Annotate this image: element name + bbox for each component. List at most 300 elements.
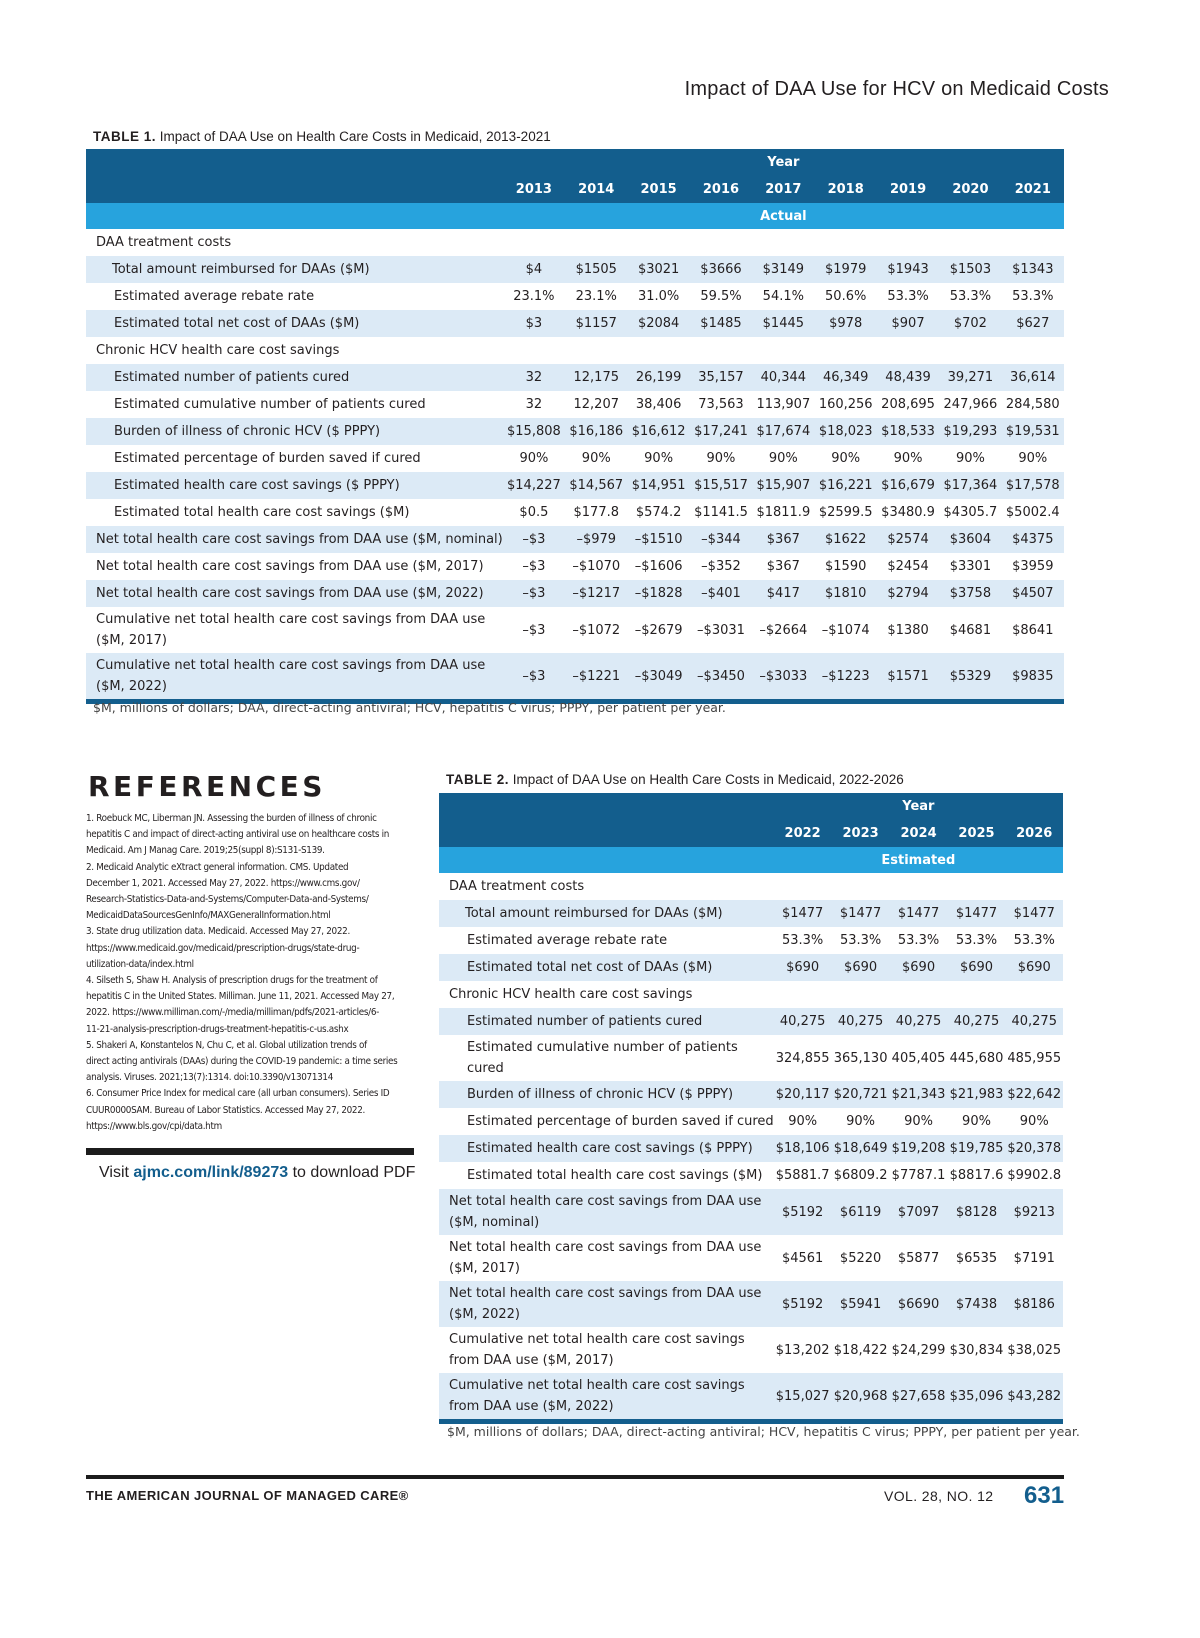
running-head: Impact of DAA Use for HCV on Medicaid Costs — [684, 78, 1109, 100]
value-cell: 53.3% — [949, 289, 992, 304]
value-cell: $18,106 — [774, 1135, 832, 1162]
value-cell: 40,275 — [774, 1008, 832, 1035]
value-cell: –$352 — [701, 559, 741, 574]
year-cell: 2013 — [503, 176, 565, 203]
section-row — [86, 337, 1064, 364]
value-cell: $9213 — [1005, 1189, 1063, 1235]
value-cell: 90% — [1019, 1114, 1049, 1129]
row-label: Estimated cumulative number of patients cured — [114, 397, 426, 412]
value-cell: $1477 — [832, 900, 890, 927]
value-cell: 445,680 — [949, 1050, 1004, 1066]
table-row — [86, 418, 1064, 445]
value-cell — [815, 229, 877, 256]
value-cell: $690 — [1005, 954, 1063, 981]
value-cell: $1485 — [690, 310, 752, 337]
value-cell: $14,951 — [627, 472, 689, 499]
value-cell — [565, 229, 627, 256]
table2-caption-text: Impact of DAA Use on Health Care Costs in Medicaid, 2022-2026 — [509, 772, 904, 787]
year-cell: 2021 — [1002, 176, 1064, 203]
table-row — [86, 256, 1064, 283]
table-row — [439, 1162, 1063, 1189]
year-cell: 2017 — [752, 176, 814, 203]
value-cell: $1503 — [939, 256, 1001, 283]
value-cell: –$3 — [522, 559, 546, 574]
value-cell: 39,271 — [939, 364, 1001, 391]
value-cell: $1477 — [890, 900, 948, 927]
table1 — [86, 149, 1064, 704]
table-row — [439, 1108, 1063, 1135]
value-cell: $3666 — [690, 256, 752, 283]
value-cell: $4681 — [949, 622, 992, 638]
value-cell: 53.3% — [887, 289, 929, 304]
value-cell: $6690 — [890, 1281, 948, 1327]
value-cell: 405,405 — [891, 1050, 946, 1066]
value-cell: $177.8 — [573, 505, 619, 520]
value-cell: 12,207 — [573, 397, 619, 412]
row-label: Estimated percentage of burden saved if cured — [467, 1114, 774, 1129]
value-cell: –$3049 — [627, 653, 689, 702]
value-cell: $15,808 — [503, 418, 565, 445]
value-cell: 53.3% — [897, 933, 940, 948]
value-cell: 40,344 — [752, 364, 814, 391]
table1-footnote: $M, millions of dollars; DAA, direct-acting antiviral; HCV, hepatitis C virus; PPPY, per patient per year. — [93, 700, 726, 715]
row-label: Cumulative net total health care cost savings from DAA use ($M, 2022) — [439, 1373, 774, 1422]
row-label: Total amount reimbursed for DAAs ($M) — [439, 900, 774, 927]
value-cell: 90% — [962, 1114, 991, 1129]
row-label: Net total health care cost savings from DAA use ($M, 2022) — [86, 580, 503, 607]
value-cell: $7097 — [890, 1189, 948, 1235]
value-cell: $690 — [890, 954, 948, 981]
value-cell — [690, 229, 752, 256]
row-label: Net total health care cost savings from DAA use ($M, nominal) — [86, 526, 503, 553]
reference-line: CUUR0000SAM. Bureau of Labor Statistics. Accessed May 27, 2022. — [86, 1104, 366, 1116]
value-cell — [939, 229, 1001, 256]
value-cell: $1590 — [825, 559, 867, 574]
value-cell: $4305.7 — [943, 505, 998, 520]
row-label: Estimated total health care cost savings ($M) — [114, 505, 410, 520]
value-cell: –$344 — [690, 526, 752, 553]
value-cell — [877, 229, 939, 256]
row-label: Estimated total net cost of DAAs ($M) — [439, 954, 774, 981]
value-cell — [832, 873, 890, 900]
journal-name: THE AMERICAN JOURNAL OF MANAGED CARE® — [86, 1488, 409, 1503]
year-cell: 2024 — [890, 820, 948, 847]
references-heading: REFERENCES — [88, 770, 326, 803]
row-label: DAA treatment costs — [449, 879, 585, 894]
row-label: Estimated health care cost savings ($ PPPY) — [86, 472, 503, 499]
header-spacer — [439, 793, 774, 820]
value-cell: $43,282 — [1005, 1373, 1063, 1422]
value-cell: $3758 — [939, 580, 1001, 607]
reference-line: hepatitis C in the United States. Milliman. June 11, 2021. Accessed May 27, — [86, 991, 395, 1003]
value-cell: $35,096 — [948, 1373, 1006, 1422]
value-cell: 40,275 — [1005, 1008, 1063, 1035]
volume-issue: VOL. 28, NO. 12 — [884, 1488, 994, 1504]
value-cell: 160,256 — [818, 397, 873, 412]
value-cell: 90% — [955, 451, 985, 466]
value-cell: –$3033 — [752, 653, 814, 702]
value-cell: $627 — [1002, 310, 1064, 337]
value-cell: 247,966 — [943, 397, 998, 412]
value-cell: $0.5 — [519, 505, 549, 520]
row-label: Net total health care cost savings from DAA use ($M, 2022) — [439, 1281, 774, 1327]
row-label: Estimated percentage of burden saved if cured — [114, 451, 421, 466]
band-spacer — [86, 203, 503, 229]
value-cell: $9902.8 — [1007, 1168, 1062, 1183]
table-row — [439, 1281, 1063, 1327]
value-cell: $8128 — [948, 1189, 1006, 1235]
value-cell: –$1217 — [565, 580, 627, 607]
value-cell: $8186 — [1005, 1281, 1063, 1327]
value-cell: $574.2 — [635, 505, 682, 520]
row-label: Estimated total net cost of DAAs ($M) — [86, 310, 503, 337]
reference-line: 2022. https://www.milliman.com/-/media/milliman/pdfs/2021-articles/6- — [86, 1007, 379, 1019]
visit-prefix: Visit — [99, 1164, 134, 1181]
reference-line: utilization-data/index.html — [86, 958, 194, 970]
reference-line: https://www.bls.gov/cpi/data.htm — [86, 1120, 222, 1132]
table-row — [439, 1373, 1063, 1422]
download-pdf-link[interactable]: ajmc.com/link/89273 — [133, 1164, 289, 1181]
reference-line: 2. Medicaid Analytic eXtract general information. CMS. Updated — [86, 861, 349, 873]
value-cell: 38,406 — [635, 397, 682, 412]
value-cell: 32 — [525, 397, 543, 412]
reference-line: 5. Shakeri A, Konstantelos N, Chu C, et al. Global utilization trends of — [86, 1039, 367, 1051]
value-cell: $417 — [752, 580, 814, 607]
value-cell: $2794 — [877, 580, 939, 607]
value-cell: 365,130 — [833, 1050, 888, 1066]
value-cell: $30,834 — [949, 1342, 1004, 1358]
value-cell: 53.3% — [955, 933, 998, 948]
year-cell: 2015 — [627, 176, 689, 203]
value-cell: $1979 — [815, 256, 877, 283]
year-header: Year — [774, 793, 1063, 820]
row-label: Net total health care cost savings from DAA use ($M, nominal) — [439, 1189, 774, 1235]
value-cell — [948, 981, 1006, 1008]
value-cell: $5192 — [774, 1281, 832, 1327]
year-header-row — [439, 793, 1063, 820]
value-cell: 90% — [1018, 451, 1048, 466]
value-cell — [565, 337, 627, 364]
band-spacer — [439, 847, 774, 873]
value-cell: $16,612 — [627, 418, 689, 445]
year-cell: 2019 — [877, 176, 939, 203]
value-cell: $3480.9 — [881, 505, 935, 520]
row-label: Estimated number of patients cured — [439, 1008, 774, 1035]
value-cell: $5220 — [839, 1250, 882, 1266]
value-cell: $5192 — [774, 1189, 832, 1235]
value-cell: $1810 — [815, 580, 877, 607]
value-cell: $3959 — [1012, 559, 1054, 574]
value-cell — [890, 981, 948, 1008]
value-cell: $20,968 — [832, 1373, 890, 1422]
table-row — [439, 927, 1063, 954]
reference-line: direct acting antivirals (DAAs) during the COVID-19 pandemic: a time series — [86, 1056, 398, 1068]
value-cell: –$1221 — [565, 653, 627, 702]
value-cell: $1505 — [565, 256, 627, 283]
value-cell: $367 — [766, 559, 800, 574]
value-cell: 208,695 — [881, 397, 935, 412]
value-cell: –$1223 — [815, 653, 877, 702]
value-cell: $27,658 — [890, 1373, 948, 1422]
reference-line: 1. Roebuck MC, Liberman JN. Assessing the burden of illness of chronic — [86, 813, 377, 824]
table-row — [439, 1081, 1063, 1108]
table-row — [439, 1008, 1063, 1035]
value-cell: –$401 — [690, 580, 752, 607]
value-cell: 90% — [831, 451, 861, 466]
value-cell: $13,202 — [775, 1342, 830, 1358]
year-cell: 2018 — [815, 176, 877, 203]
value-cell: $19,208 — [890, 1135, 948, 1162]
value-cell: $14,567 — [565, 472, 627, 499]
row-label: Total amount reimbursed for DAAs ($M) — [86, 256, 503, 283]
value-cell: 32 — [503, 364, 565, 391]
value-cell: $18,649 — [832, 1135, 890, 1162]
value-cell: $6809.2 — [833, 1168, 888, 1183]
value-cell: 35,157 — [690, 364, 752, 391]
value-cell: 40,275 — [832, 1008, 890, 1035]
section-row — [439, 873, 1063, 900]
value-cell: –$3031 — [697, 622, 745, 638]
reference-line: MedicaidDataSourcesGenInfo/MAXGeneralInformation.html — [86, 910, 331, 922]
value-cell: $3301 — [949, 559, 992, 574]
value-cell: $367 — [752, 526, 814, 553]
value-cell: –$979 — [565, 526, 627, 553]
value-cell: 90% — [904, 1114, 933, 1129]
value-cell: $4375 — [1002, 526, 1064, 553]
value-cell: $1343 — [1002, 256, 1064, 283]
header-spacer — [86, 149, 503, 176]
value-cell: 40,275 — [890, 1008, 948, 1035]
value-cell: $1157 — [565, 310, 627, 337]
value-cell: 90% — [788, 1114, 818, 1129]
row-label: Estimated number of patients cured — [86, 364, 503, 391]
value-cell: $21,343 — [890, 1081, 948, 1108]
value-cell: $15,027 — [774, 1373, 832, 1422]
reference-line: analysis. Viruses. 2021;13(7):1314. doi:10.3390/v13071314 — [86, 1072, 334, 1084]
year-header: Year — [503, 149, 1064, 176]
row-label: Chronic HCV health care cost savings — [449, 987, 693, 1002]
year-cell: 2022 — [774, 820, 832, 847]
value-cell: $18,023 — [815, 418, 877, 445]
table-row — [86, 526, 1064, 553]
value-cell: $1943 — [877, 256, 939, 283]
value-cell: $690 — [774, 954, 832, 981]
value-cell: 90% — [846, 1114, 876, 1129]
value-cell: –$2679 — [634, 622, 683, 638]
row-label: Burden of illness of chronic HCV ($ PPPY) — [439, 1081, 774, 1108]
value-cell: $5881.7 — [775, 1168, 830, 1183]
value-cell: $2599.5 — [818, 505, 873, 520]
value-cell: $3021 — [627, 256, 689, 283]
value-cell: –$2664 — [759, 622, 808, 638]
year-cell: 2020 — [939, 176, 1001, 203]
reference-line: 4. Silseth S, Shaw H. Analysis of prescription drugs for the treatment of — [86, 975, 378, 987]
value-cell: $16,679 — [877, 472, 939, 499]
value-cell: 90% — [519, 451, 549, 466]
value-cell: 48,439 — [877, 364, 939, 391]
value-cell: $21,983 — [948, 1081, 1006, 1108]
row-label: Chronic HCV health care cost savings — [96, 343, 340, 358]
year-cell: 2026 — [1005, 820, 1063, 847]
references-list — [86, 811, 416, 1135]
header-spacer — [439, 820, 774, 847]
value-cell: 23.1% — [575, 289, 617, 304]
year-cell: 2016 — [690, 176, 752, 203]
table-row — [86, 472, 1064, 499]
table2-caption — [446, 772, 904, 787]
value-cell: $2574 — [877, 526, 939, 553]
row-label: Cumulative net total health care cost savings from DAA use ($M, 2017) — [449, 1332, 745, 1368]
value-cell: $690 — [948, 954, 1006, 981]
table-row — [439, 1235, 1063, 1281]
row-label: Estimated average rebate rate — [114, 289, 315, 304]
value-cell — [939, 337, 1001, 364]
table-row — [439, 1135, 1063, 1162]
value-cell: $7191 — [1013, 1250, 1055, 1266]
reference-line: https://www.medicaid.gov/medicaid/prescription-drugs/state-drug- — [86, 942, 360, 954]
value-cell: 59.5% — [700, 289, 742, 304]
value-cell: $4 — [503, 256, 565, 283]
value-cell: $7787.1 — [891, 1168, 946, 1183]
value-cell: $1445 — [752, 310, 814, 337]
header-spacer — [86, 176, 503, 203]
value-cell: 90% — [706, 451, 736, 466]
value-cell: $5877 — [897, 1250, 940, 1266]
value-cell: –$1606 — [634, 559, 683, 574]
table1-caption — [93, 129, 551, 144]
reference-line: hepatitis C and impact of direct-acting antiviral use on healthcare costs in — [86, 829, 390, 841]
value-cell — [752, 229, 814, 256]
table-row — [86, 580, 1064, 607]
value-cell: 31.0% — [637, 289, 680, 304]
value-cell — [877, 337, 939, 364]
value-cell — [815, 337, 877, 364]
value-cell: $19,531 — [1002, 418, 1064, 445]
value-cell: $38,025 — [1007, 1342, 1062, 1358]
value-cell: –$3 — [503, 653, 565, 702]
value-cell: $978 — [815, 310, 877, 337]
value-cell: $1141.5 — [694, 505, 748, 520]
value-cell: $9835 — [1002, 653, 1064, 702]
table2-footnote: $M, millions of dollars; DAA, direct-acting antiviral; HCV, hepatitis C virus; PPPY, per patient per year. — [447, 1424, 1080, 1439]
value-cell: –$1074 — [821, 622, 870, 638]
value-cell: 73,563 — [698, 397, 744, 412]
value-cell: $22,642 — [1005, 1081, 1063, 1108]
band-row — [86, 203, 1064, 229]
band-label: Estimated — [774, 847, 1063, 873]
visit-suffix: to download PDF — [288, 1164, 416, 1181]
value-cell: 90% — [644, 451, 674, 466]
value-cell: $3149 — [752, 256, 814, 283]
year-header-row — [86, 149, 1064, 176]
value-cell: $15,907 — [752, 472, 814, 499]
value-cell: 50.6% — [825, 289, 867, 304]
table-row — [86, 283, 1064, 310]
value-cell: $17,364 — [939, 472, 1001, 499]
table-row — [86, 553, 1064, 580]
value-cell: –$1828 — [627, 580, 689, 607]
value-cell — [627, 337, 689, 364]
value-cell — [890, 873, 948, 900]
years-row — [86, 176, 1064, 203]
page-number: 631 — [1024, 1482, 1065, 1509]
table-row — [86, 364, 1064, 391]
references-divider — [86, 1148, 414, 1155]
value-cell: 113,907 — [756, 397, 811, 412]
year-cell: 2014 — [565, 176, 627, 203]
table-row — [86, 499, 1064, 526]
table-row — [439, 900, 1063, 927]
value-cell: 90% — [581, 451, 611, 466]
value-cell: 53.3% — [1013, 933, 1055, 948]
value-cell: 53.3% — [839, 933, 882, 948]
value-cell: $8641 — [1012, 622, 1054, 638]
row-label: Net total health care cost savings from DAA use ($M, 2017) — [96, 559, 484, 574]
value-cell: $7438 — [948, 1281, 1006, 1327]
value-cell — [690, 337, 752, 364]
value-cell — [948, 873, 1006, 900]
footer-divider — [86, 1475, 1064, 1479]
row-label: Estimated total health care cost savings ($M) — [467, 1168, 763, 1183]
value-cell: $20,117 — [774, 1081, 832, 1108]
visit-line — [99, 1164, 415, 1182]
table-row — [86, 653, 1064, 702]
table-row — [86, 445, 1064, 472]
years-row — [439, 820, 1063, 847]
value-cell: $18,422 — [833, 1342, 888, 1358]
row-label: Cumulative net total health care cost savings from DAA use ($M, 2022) — [86, 653, 503, 702]
table1-label: TABLE 1. — [93, 129, 157, 144]
value-cell: $3 — [503, 310, 565, 337]
value-cell: $5002.4 — [1005, 505, 1060, 520]
value-cell: $1477 — [948, 900, 1006, 927]
value-cell: $19,293 — [939, 418, 1001, 445]
value-cell: –$1510 — [627, 526, 689, 553]
band-label: Actual — [503, 203, 1064, 229]
value-cell: $1380 — [887, 622, 929, 638]
value-cell: –$3 — [503, 580, 565, 607]
value-cell — [627, 229, 689, 256]
reference-line: 6. Consumer Price Index for medical care (all urban consumers). Series ID — [86, 1088, 390, 1100]
value-cell: $1477 — [774, 900, 832, 927]
value-cell: 53.3% — [1012, 289, 1054, 304]
value-cell: –$1072 — [572, 622, 621, 638]
value-cell: $16,221 — [815, 472, 877, 499]
value-cell: $1622 — [815, 526, 877, 553]
row-label: Cumulative net total health care cost savings from DAA use ($M, 2017) — [96, 612, 486, 648]
value-cell: $1477 — [1005, 900, 1063, 927]
value-cell: 90% — [893, 451, 923, 466]
value-cell: $16,186 — [565, 418, 627, 445]
value-cell: $5329 — [939, 653, 1001, 702]
value-cell: 40,275 — [948, 1008, 1006, 1035]
value-cell: $20,378 — [1005, 1135, 1063, 1162]
value-cell — [1005, 873, 1063, 900]
table-row — [439, 1327, 1063, 1373]
value-cell: –$3450 — [690, 653, 752, 702]
value-cell: $4507 — [1002, 580, 1064, 607]
value-cell: 36,614 — [1002, 364, 1064, 391]
table-row — [86, 607, 1064, 653]
value-cell: $8817.6 — [949, 1168, 1004, 1183]
value-cell: $17,241 — [690, 418, 752, 445]
value-cell: 26,199 — [627, 364, 689, 391]
reference-line: 11-21-analysis-prescription-drugs-treatment-hepatitis-c-us.ashx — [86, 1023, 349, 1035]
value-cell: 284,580 — [1005, 397, 1060, 412]
value-cell: –$3 — [522, 622, 546, 638]
value-cell: $20,721 — [832, 1081, 890, 1108]
value-cell: $18,533 — [877, 418, 939, 445]
